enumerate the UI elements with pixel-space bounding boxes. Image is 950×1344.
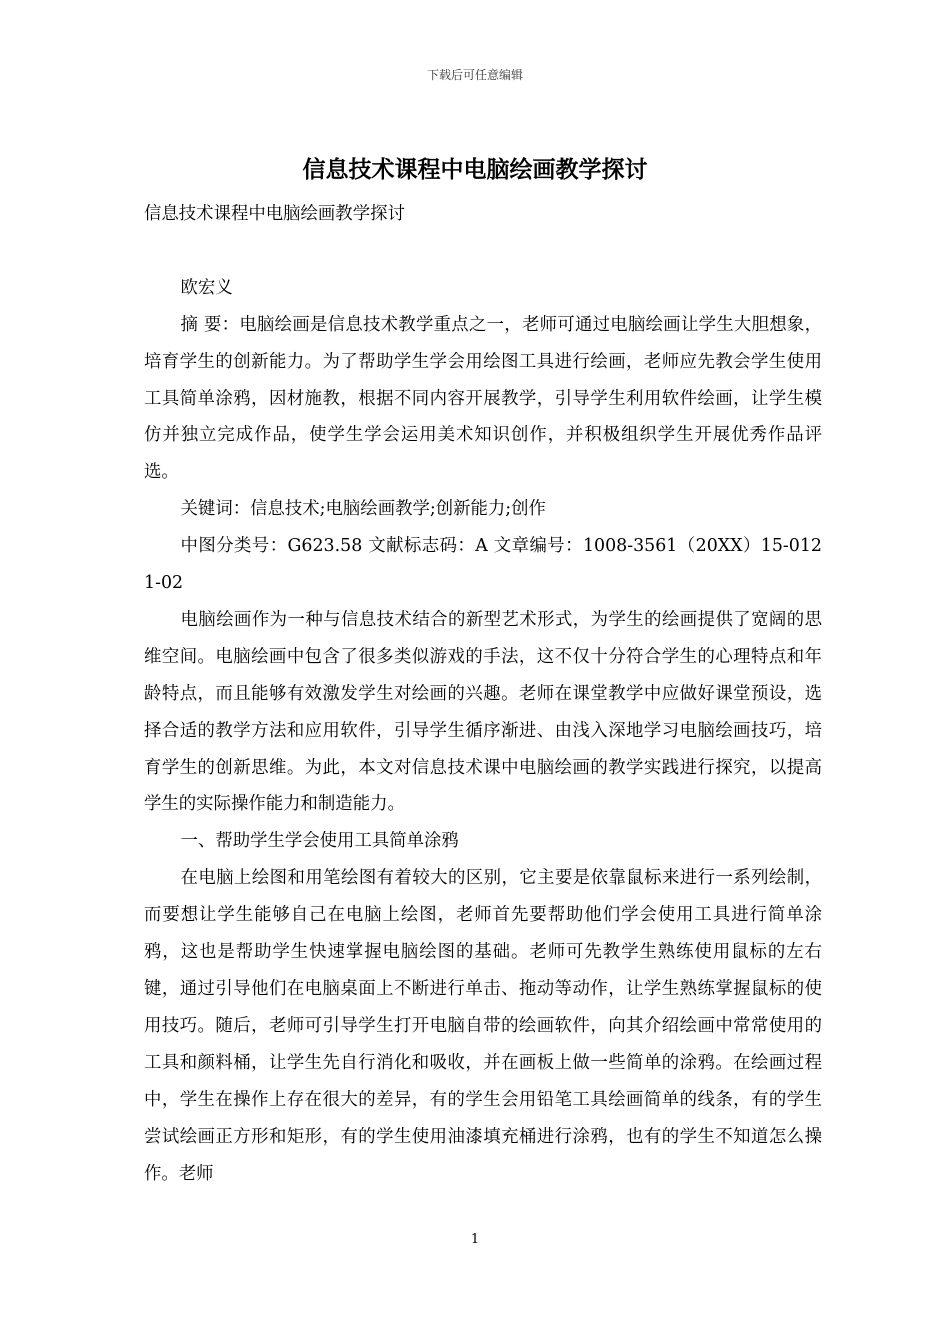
body-paragraph-section-1: 在电脑上绘图和用笔绘图有着较大的区别，它主要是依靠鼠标来进行一系列绘制，而要想让学生能够自己在电脑上绘图，老师首先要帮助他们学会使用工具进行简单涂鸦，这也是帮助学生快速掌握电脑绘图的基础。老师可先教学生熟练使用鼠标的左右键，通过引导他们在电脑桌面上不断进行单击、拖动等动作，让学生熟练掌握鼠标的使用技巧。随后，老师可引导学生打开电脑自带的绘画软件，向其介绍绘画中常常使用的工具和颜料桶，让学生先自行消化和吸收，并在画板上做一些简单的涂鸦。在绘画过程中，学生在操作上存在很大的差异，有的学生会用铅笔工具绘画简单的线条，有的学生尝试绘画正方形和矩形，有的学生使用油漆填充桶进行涂鸦，也有的学生不知道怎么操作。老师 (144, 868, 822, 1184)
abstract-paragraph: 摘 要：电脑绘画是信息技术教学重点之一，老师可通过电脑绘画让学生大胆想象，培育学生的创新能力。为了帮助学生学会用绘图工具进行绘画，老师应先教会学生使用工具简单涂鸦，因材施教，根据不同内容开展教学，引导学生利用软件绘画，让学生模仿并独立完成作品，使学生学会运用美术知识创作，并积极组织学生开展优秀作品评选。 (144, 314, 822, 483)
keywords-line: 关键词：信息技术;电脑绘画教学;创新能力;创作 (180, 499, 546, 520)
page-header-note: 下载后可任意编辑 (426, 68, 523, 82)
document-subtitle: 信息技术课程中电脑绘画教学探讨 (144, 204, 405, 224)
blank-line (144, 233, 822, 270)
author-name: 欧宏义 (180, 277, 233, 298)
page-number: 1 (470, 1232, 480, 1247)
document-body (144, 196, 822, 1192)
body-paragraph-intro: 电脑绘画作为一种与信息技术结合的新型艺术形式，为学生的绘画提供了宽阔的思维空间。电脑绘画中包含了很多类似游戏的手法，这不仅十分符合学生的心理特点和年龄特点，而且能够有效激发学生对绘画的兴趣。老师在课堂教学中应做好课堂预设，选择合适的教学方法和应用软件，引导学生循序渐进、由浅入深地学习电脑绘画技巧，培育学生的创新思维。为此，本文对信息技术课中电脑绘画的教学实践进行探究，以提高学生的实际操作能力和制造能力。 (144, 609, 822, 815)
section-heading-1: 一、帮助学生学会使用工具简单涂鸦 (180, 831, 459, 852)
classification-line: 中图分类号：G623.58 文献标志码：A 文章编号：1008-3561（20XX）15-0121-02 (144, 536, 822, 594)
document-title: 信息技术课程中电脑绘画教学探讨 (302, 157, 648, 183)
